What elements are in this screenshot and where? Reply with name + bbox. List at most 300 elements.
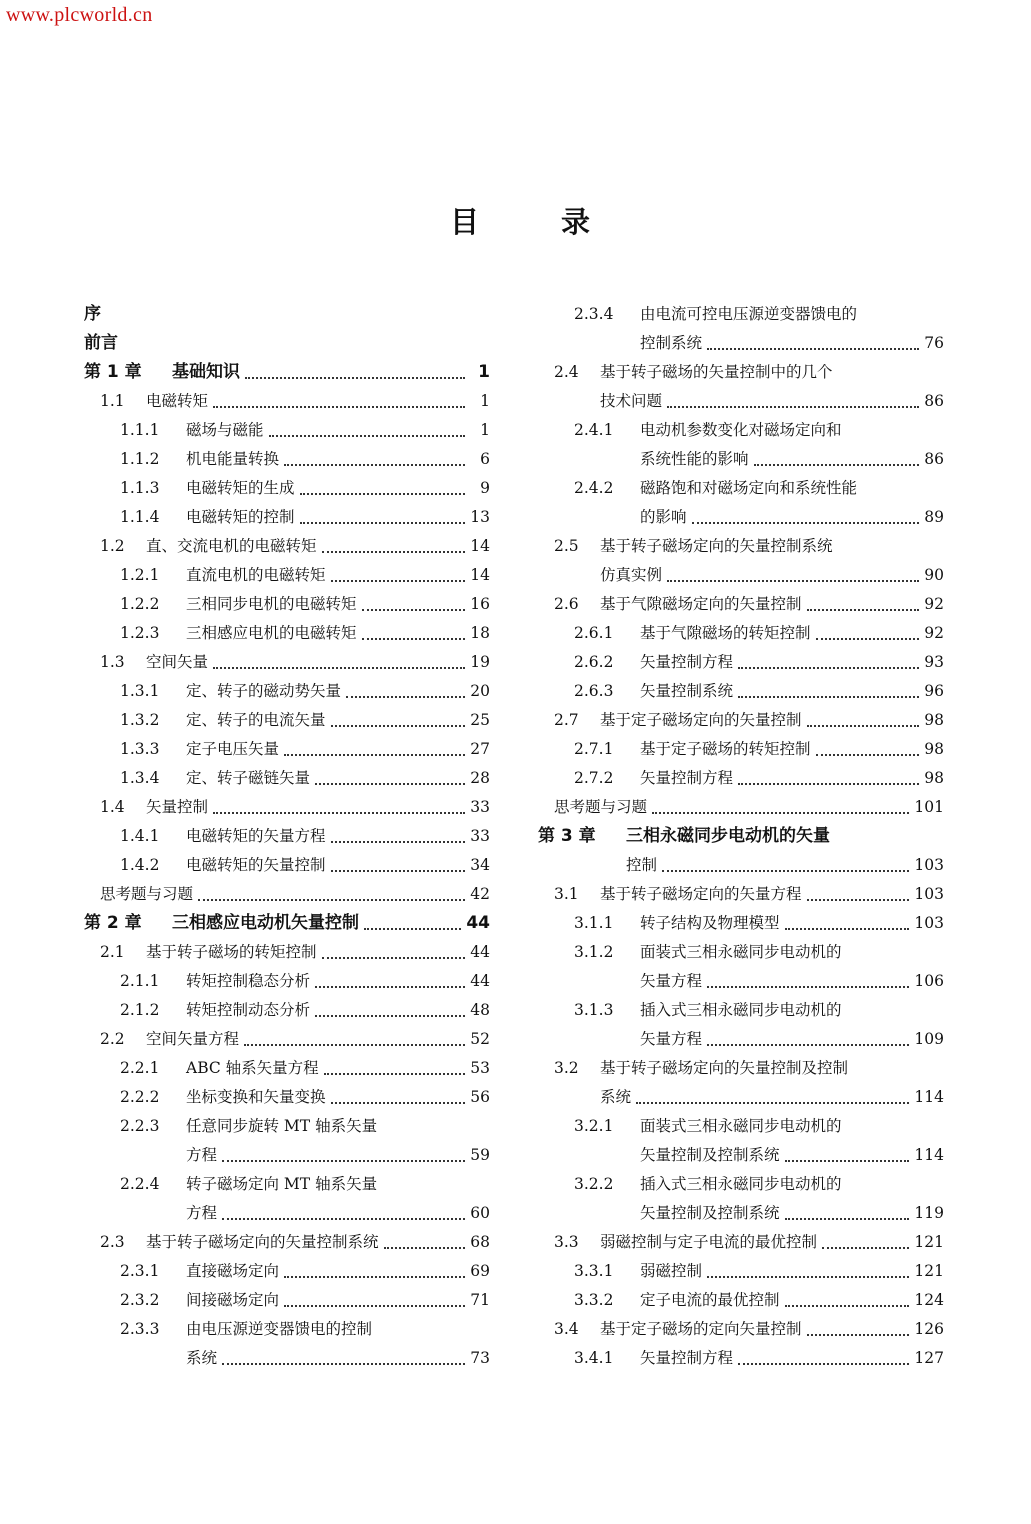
toc-entry-number: 3.2 [554,1059,579,1077]
toc-entry-number: 1.2.3 [120,624,160,642]
toc-dot-leader [346,695,465,698]
toc-entry-title [538,822,830,851]
toc-page-number: 44 [466,913,490,933]
toc-front-entry[interactable] [84,329,490,358]
toc-dot-leader [807,1333,910,1336]
toc-entry-number: 2.2.3 [120,1117,160,1135]
toc-entry[interactable] [538,648,944,677]
toc-dot-leader [707,1043,909,1046]
toc-entry-title [120,561,326,590]
toc-dot-leader [785,927,910,930]
toc-entry-title [600,1083,631,1112]
toc-page-number: 103 [914,914,944,932]
toc-entry-number: 3.2.2 [574,1175,614,1193]
toc-entry[interactable] [538,1170,944,1199]
toc-entry[interactable] [84,967,490,996]
toc-entry-text: 矢量控制方程 [640,769,734,787]
toc-entry-title [100,648,208,677]
toc-entry-number: 3.4 [554,1320,579,1338]
toc-entry[interactable] [84,1083,490,1112]
toc-page-number: 109 [914,1030,944,1048]
toc-entry[interactable] [538,996,944,1025]
toc-dot-leader [284,463,465,466]
toc-entry-title [84,329,118,358]
toc-dot-leader [300,521,465,524]
toc-entry[interactable] [84,590,490,619]
toc-entry[interactable] [84,445,490,474]
toc-dot-leader [331,869,465,872]
toc-page-number: 14 [470,537,490,555]
toc-entry-number: 3.1 [554,885,579,903]
toc-dot-leader [324,1072,465,1075]
toc-entry[interactable] [538,1083,944,1112]
toc-entry[interactable] [84,1344,490,1373]
toc-entry-text: 基于定子磁场的定向矢量控制 [600,1320,802,1338]
toc-page-number: 33 [470,798,490,816]
toc-entry-number: 2.6.3 [574,682,614,700]
toc-entry-text: 矢量方程 [640,1030,703,1048]
toc-page-number: 60 [470,1204,490,1222]
title-char-2: 录 [560,205,590,239]
toc-entry-title [120,677,341,706]
toc-entry[interactable] [538,938,944,967]
toc-entry[interactable] [84,793,490,822]
toc-entry-number: 2.3.4 [574,305,614,323]
toc-entry-text: 空间矢量方程 [146,1030,240,1048]
toc-entry-title [554,1054,848,1083]
toc-page-number: 101 [914,798,944,816]
toc-dot-leader [331,1101,465,1104]
toc-entry-number: 2.2.2 [120,1088,160,1106]
toc-entry-title [100,793,208,822]
toc-entry[interactable] [538,1112,944,1141]
toc-entry[interactable] [538,735,944,764]
toc-entry-text: 三相感应电机的电磁转矩 [186,624,357,642]
toc-dot-leader [738,695,919,698]
toc-entry-number: 2.6.2 [574,653,614,671]
toc-entry[interactable] [538,764,944,793]
toc-entry-text: 矢量控制方程 [640,1349,734,1367]
toc-entry[interactable] [84,880,490,909]
toc-dot-leader [652,811,909,814]
toc-chapter-entry[interactable] [84,358,490,387]
toc-page-number: 126 [914,1320,944,1338]
toc-entry-title [574,1257,702,1286]
toc-entry[interactable] [538,793,944,822]
toc-entry-number: 2.2 [100,1030,125,1048]
toc-entry-number: 2.2.4 [120,1175,160,1193]
toc-entry[interactable] [84,706,490,735]
toc-entry-title [574,909,780,938]
toc-entry[interactable] [538,1344,944,1373]
toc-page-number: 121 [914,1233,944,1251]
toc-entry[interactable] [84,1199,490,1228]
toc-entry-number: 3.3.1 [574,1262,614,1280]
toc-page-number: 71 [470,1291,490,1309]
toc-dot-leader [754,463,919,466]
toc-entry-title [640,1025,702,1054]
toc-entry-text: 间接磁场定向 [186,1291,280,1309]
toc-page-number: 103 [914,885,944,903]
toc-page-number: 86 [924,450,944,468]
toc-entry[interactable] [84,1025,490,1054]
toc-entry[interactable] [538,300,944,329]
toc-entry-number: 1.3.2 [120,711,160,729]
toc-entry-number: 2.3.1 [120,1262,160,1280]
toc-page-number: 114 [914,1146,944,1164]
toc-entry-text: 矢量方程 [640,972,703,990]
toc-entry-number: 2.1.1 [120,972,160,990]
toc-entry-title [120,764,310,793]
toc-entry-title [186,1344,217,1373]
toc-entry-number: 2.7.1 [574,740,614,758]
toc-entry[interactable] [538,967,944,996]
toc-entry-title [120,1083,326,1112]
toc-dot-leader [636,1101,909,1104]
toc-entry-number: 2.5 [554,537,579,555]
toc-entry-text: 系统性能的影响 [640,450,749,468]
toc-page-number: 98 [924,740,944,758]
toc-entry[interactable] [538,1228,944,1257]
toc-entry-text: 磁路饱和对磁场定向和系统性能 [640,479,858,497]
toc-entry-text: 基于转子磁场定向的矢量方程 [600,885,802,903]
toc-entry-title [120,967,310,996]
toc-dot-leader [222,1217,465,1220]
toc-entry-text: 系统 [186,1349,218,1367]
toc-entry-title [120,996,310,1025]
toc-entry[interactable] [538,677,944,706]
toc-dot-leader [816,637,919,640]
toc-page-number: 59 [470,1146,490,1164]
toc-entry-title [120,474,295,503]
toc-page-number: 76 [924,334,944,352]
toc-entry[interactable] [84,416,490,445]
toc-entry-title [100,1025,239,1054]
toc-right-column [538,300,944,1373]
toc-entry-text: 控制系统 [640,334,703,352]
toc-page-number: 124 [914,1291,944,1309]
toc-entry-number: 2.4 [554,363,579,381]
watermark-url: www.plcworld.cn [6,4,153,26]
toc-entry[interactable] [84,474,490,503]
toc-entry-number: 2.3.2 [120,1291,160,1309]
toc-entry[interactable] [538,880,944,909]
toc-entry-title [554,590,802,619]
toc-entry-number: 2.6.1 [574,624,614,642]
toc-entry-title [554,1228,817,1257]
toc-page-number: 1 [480,421,490,439]
toc-dot-leader [738,1362,909,1365]
toc-entry-text: 基于气隙磁场定向的矢量控制 [600,595,802,613]
toc-entry-title [574,619,811,648]
toc-dot-leader [284,1304,465,1307]
toc-entry[interactable] [538,1025,944,1054]
toc-dot-leader [667,579,919,582]
toc-entry-title [84,300,101,329]
toc-dot-leader [331,840,465,843]
toc-page-number: 103 [914,856,944,874]
toc-entry-title [640,503,687,532]
toc-entry[interactable] [538,474,944,503]
toc-entry[interactable] [538,503,944,532]
toc-entry[interactable] [84,677,490,706]
toc-entry-number: 1.4 [100,798,125,816]
toc-page-number: 44 [470,943,490,961]
toc-entry-text: 矢量控制及控制系统 [640,1204,780,1222]
toc-page-number: 127 [914,1349,944,1367]
toc-entry[interactable] [84,561,490,590]
toc-page-number: 121 [914,1262,944,1280]
toc-entry-text: 方程 [186,1146,218,1164]
toc-dot-leader [362,637,465,640]
toc-entry-number: 3.1.2 [574,943,614,961]
toc-entry-text: 方程 [186,1204,218,1222]
toc-dot-leader [222,1362,465,1365]
toc-front-entry[interactable] [84,300,490,329]
toc-entry-title [554,532,833,561]
toc-entry-number: 1.3.4 [120,769,160,787]
toc-page-number: 98 [924,711,944,729]
toc-page-number: 1 [478,362,490,382]
toc-dot-leader [245,376,465,379]
toc-dot-leader [807,608,919,611]
toc-entry-text: 三相永磁同步电动机的矢量 [626,826,830,846]
toc-entry-title [574,1112,842,1141]
toc-entry-text: 插入式三相永磁同步电动机的 [640,1175,842,1193]
toc-entry-text: 电磁转矩 [146,392,209,410]
toc-entry-title [640,329,702,358]
toc-entry-title [640,1199,780,1228]
toc-entry-title [574,1286,780,1315]
toc-entry[interactable] [84,503,490,532]
toc-entry-title [554,1315,802,1344]
toc-dot-leader [384,1246,465,1249]
toc-entry[interactable] [84,1112,490,1141]
toc-entry[interactable] [538,329,944,358]
toc-entry-title [120,1315,372,1344]
toc-page-number: 119 [914,1204,944,1222]
toc-dot-leader [244,1043,465,1046]
toc-entry-text: 的影响 [640,508,687,526]
toc-entry[interactable] [84,764,490,793]
toc-entry-text: 电磁转矩的生成 [186,479,295,497]
toc-entry-title [84,909,359,938]
toc-entry[interactable] [538,387,944,416]
toc-entry-number: 1.1.2 [120,450,160,468]
toc-page-number: 19 [470,653,490,671]
toc-chapter-entry[interactable] [84,909,490,938]
toc-entry-text: 插入式三相永磁同步电动机的 [640,1001,842,1019]
toc-chapter-entry[interactable] [538,822,944,851]
toc-entry-title [100,387,208,416]
toc-entry-number: 1.1 [100,392,125,410]
toc-entry-number: 1.2.2 [120,595,160,613]
toc-entry[interactable] [538,1257,944,1286]
toc-entry-text: 直流电机的电磁转矩 [186,566,326,584]
toc-entry[interactable] [84,1228,490,1257]
toc-entry[interactable] [538,1286,944,1315]
toc-entry-text: 基于转子磁场的矢量控制中的几个 [600,363,833,381]
toc-entry-text: 直、交流电机的电磁转矩 [146,537,317,555]
toc-entry-number: 第 2 章 [84,913,142,933]
toc-entry-number: 3.4.1 [574,1349,614,1367]
toc-entry-number: 2.7.2 [574,769,614,787]
toc-entry-number: 1.4.1 [120,827,160,845]
toc-entry-text: 序 [84,304,101,324]
toc-entry-number: 2.1 [100,943,125,961]
toc-entry[interactable] [84,1286,490,1315]
toc-entry-title [120,416,264,445]
toc-entry[interactable] [84,387,490,416]
toc-page-number: 106 [914,972,944,990]
toc-entry-number: 1.1.1 [120,421,160,439]
toc-dot-leader [738,666,919,669]
toc-entry[interactable] [538,561,944,590]
toc-entry-title [120,1054,319,1083]
toc-entry[interactable] [84,1054,490,1083]
toc-dot-leader [785,1159,910,1162]
toc-entry-text: 思考题与习题 [100,885,194,903]
toc-entry[interactable] [538,1141,944,1170]
toc-dot-leader [315,1014,465,1017]
toc-entry-text: 直接磁场定向 [186,1262,280,1280]
toc-entry[interactable] [84,1257,490,1286]
toc-page-number: 92 [924,624,944,642]
toc-entry-title [574,996,842,1025]
toc-entry-title [120,1286,279,1315]
toc-entry[interactable] [84,851,490,880]
toc-entry-text: 由电压源逆变器馈电的控制 [186,1320,373,1338]
toc-dot-leader [269,434,465,437]
toc-entry-title [100,532,317,561]
toc-entry[interactable] [538,851,944,880]
toc-entry-number: 2.3 [100,1233,125,1251]
toc-entry-title [120,619,357,648]
toc-page-number: 9 [480,479,490,497]
toc-entry[interactable] [538,1199,944,1228]
toc-entry-title [100,880,193,909]
toc-entry-title [120,851,326,880]
toc-page-number: 6 [480,450,490,468]
toc-entry[interactable] [84,1141,490,1170]
toc-page-number: 14 [470,566,490,584]
toc-entry-number: 第 1 章 [84,362,142,382]
toc-dot-leader [284,753,465,756]
toc-dot-leader [300,492,465,495]
toc-dot-leader [213,666,465,669]
toc-page-number: 69 [470,1262,490,1280]
toc-entry[interactable] [538,909,944,938]
toc-entry[interactable] [538,445,944,474]
toc-page-number: 73 [470,1349,490,1367]
toc-entry-title [120,445,279,474]
toc-entry-title [574,938,842,967]
toc-entry[interactable] [538,416,944,445]
toc-page-number: 86 [924,392,944,410]
toc-entry[interactable] [538,590,944,619]
toc-entry[interactable] [84,822,490,851]
toc-entry-title [120,822,326,851]
toc-entry[interactable] [84,1170,490,1199]
toc-entry[interactable] [84,938,490,967]
toc-entry-text: 定、转子磁链矢量 [186,769,311,787]
toc-entry[interactable] [84,619,490,648]
toc-entry-text: 弱磁控制与定子电流的最优控制 [600,1233,818,1251]
toc-entry-title [120,1170,377,1199]
toc-entry-title [554,358,833,387]
toc-entry-title [186,1141,217,1170]
toc-entry-text: 三相同步电机的电磁转矩 [186,595,357,613]
toc-entry-title [640,967,702,996]
toc-entry-text: 系统 [600,1088,632,1106]
toc-entry[interactable] [538,532,944,561]
toc-entry-title [640,445,749,474]
toc-page-number: 89 [924,508,944,526]
toc-entry-text: 电动机参数变化对磁场定向和 [640,421,842,439]
toc-entry-number: 1.1.3 [120,479,160,497]
toc-dot-leader [785,1304,910,1307]
toc-page-number: 20 [470,682,490,700]
toc-entry-text: 定子电压矢量 [186,740,280,758]
toc-page-number: 114 [914,1088,944,1106]
toc-entry[interactable] [84,1315,490,1344]
toc-entry-title [574,735,811,764]
toc-dot-leader [315,985,465,988]
toc-entry-number: 2.4.2 [574,479,614,497]
toc-dot-leader [222,1159,465,1162]
toc-entry-number: 2.2.1 [120,1059,160,1077]
toc-dot-leader [662,869,909,872]
toc-entry-text: 前言 [84,333,118,353]
toc-entry-text: 电磁转矩的矢量控制 [186,856,326,874]
toc-entry-text: 基于转子磁场定向的矢量控制及控制 [600,1059,849,1077]
toc-entry-text: 机电能量转换 [186,450,280,468]
toc-entry-number: 1.3 [100,653,125,671]
toc-entry[interactable] [84,648,490,677]
toc-entry-text: 基于定子磁场定向的矢量控制 [600,711,802,729]
toc-entry-text: 矢量控制方程 [640,653,734,671]
toc-page-number: 68 [470,1233,490,1251]
toc-entry[interactable] [538,1054,944,1083]
toc-dot-leader [322,550,465,553]
toc-entry-text: 技术问题 [600,392,663,410]
toc-entry-text: 空间矢量 [146,653,209,671]
toc-entry[interactable] [84,996,490,1025]
toc-entry[interactable] [538,1315,944,1344]
toc-entry-title [554,880,802,909]
toc-dot-leader [322,956,465,959]
toc-entry-text: 矢量控制 [146,798,209,816]
toc-entry-text: 基础知识 [172,362,240,382]
toc-entry-title [574,1170,842,1199]
toc-entry-title [574,300,857,329]
toc-entry-text: 基于转子磁场定向的矢量控制系统 [600,537,833,555]
toc-entry-text: 由电流可控电压源逆变器馈电的 [640,305,858,323]
toc-entry[interactable] [538,619,944,648]
toc-entry-number: 1.2.1 [120,566,160,584]
toc-entry[interactable] [84,532,490,561]
toc-entry[interactable] [84,735,490,764]
toc-left-column [84,300,490,1373]
toc-entry-number: 3.3 [554,1233,579,1251]
toc-entry-number: 3.1.3 [574,1001,614,1019]
toc-entry-title [574,1344,733,1373]
toc-entry[interactable] [538,706,944,735]
toc-entry-number: 1.3.3 [120,740,160,758]
toc-entry-title [100,1228,379,1257]
toc-entry-title [554,793,647,822]
toc-entry[interactable] [538,358,944,387]
